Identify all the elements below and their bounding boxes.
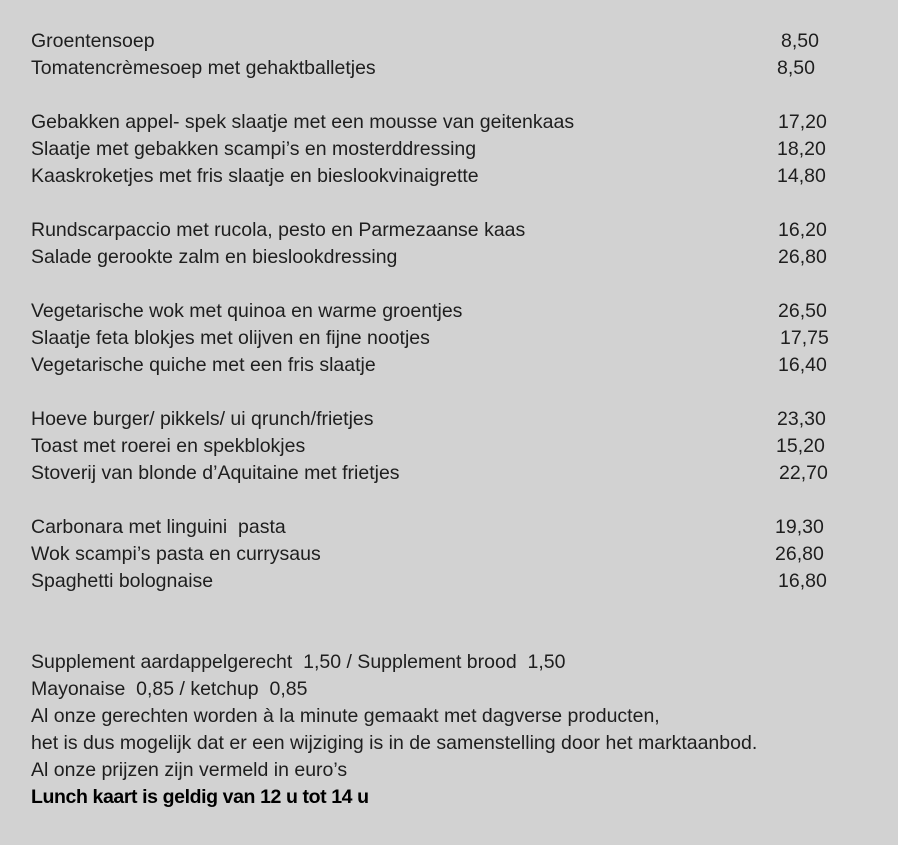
menu-item [0,28,898,55]
menu-item [0,460,898,487]
menu-item-name: Salade gerookte zalm en bieslookdressing [31,246,398,268]
menu-item [0,244,898,271]
menu-item-name: Spaghetti bolognaise [31,570,214,592]
menu-item [0,406,898,433]
menu-item-price: 16,20 [778,219,827,241]
menu-item-price: 26,80 [775,543,824,565]
menu-item [0,298,898,325]
menu-note: Al onze prijzen zijn vermeld in euro’s [31,759,348,781]
menu-item [0,568,898,595]
menu-item-price: 16,80 [778,570,827,592]
menu-item-name: Carbonara met linguini pasta [31,516,286,538]
menu-item-name: Vegetarische quiche met een fris slaatje [31,354,376,376]
menu-item [0,163,898,190]
menu-item-name: Slaatje met gebakken scampi’s en mosterddressing [31,138,477,160]
menu-item-name: Rundscarpaccio met rucola, pesto en Parmezaanse kaas [31,219,526,241]
menu-item-price: 14,80 [777,165,826,187]
menu-item-price: 8,50 [777,57,815,79]
menu-item-price: 23,30 [777,408,826,430]
menu-item [0,136,898,163]
menu-item [0,217,898,244]
menu-item-name: Slaatje feta blokjes met olijven en fijne nootjes [31,327,430,349]
menu-note: Al onze gerechten worden à la minute gemaakt met dagverse producten, [31,705,660,727]
menu-item-price: 22,70 [779,462,828,484]
menu-note: Mayonaise 0,85 / ketchup 0,85 [31,678,308,700]
menu-item-price: 17,75 [780,327,829,349]
menu-item-price: 26,80 [778,246,827,268]
menu-item [0,109,898,136]
menu-item [0,514,898,541]
menu-item-price: 26,50 [778,300,827,322]
menu-item-price: 8,50 [781,30,819,52]
menu-item-name: Toast met roerei en spekblokjes [31,435,306,457]
menu-item-name: Tomatencrèmesoep met gehaktballetjes [31,57,376,79]
menu-item [0,541,898,568]
menu-item [0,55,898,82]
lunch-hours-note: Lunch kaart is geldig van 12 u tot 14 u [31,786,369,808]
menu-note: Supplement aardappelgerecht 1,50 / Supplement brood 1,50 [31,651,566,673]
menu-item [0,325,898,352]
menu-item-name: Kaaskroketjes met fris slaatje en bieslookvinaigrette [31,165,479,187]
menu-item-name: Wok scampi’s pasta en currysaus [31,543,321,565]
menu-item-price: 16,40 [778,354,827,376]
menu-item-name: Groentensoep [31,30,155,52]
menu-note: het is dus mogelijk dat er een wijziging is in de samenstelling door het marktaanbod. [31,732,758,754]
menu-item [0,433,898,460]
menu-item-name: Hoeve burger/ pikkels/ ui qrunch/frietjes [31,408,374,430]
menu-item-price: 17,20 [778,111,827,133]
menu-item-price: 15,20 [776,435,825,457]
menu-item-price: 18,20 [777,138,826,160]
menu-item [0,352,898,379]
menu-item-name: Vegetarische wok met quinoa en warme groentjes [31,300,463,322]
menu-item-name: Stoverij van blonde d’Aquitaine met frietjes [31,462,400,484]
menu-item-price: 19,30 [775,516,824,538]
menu-item-name: Gebakken appel- spek slaatje met een mousse van geitenkaas [31,111,575,133]
